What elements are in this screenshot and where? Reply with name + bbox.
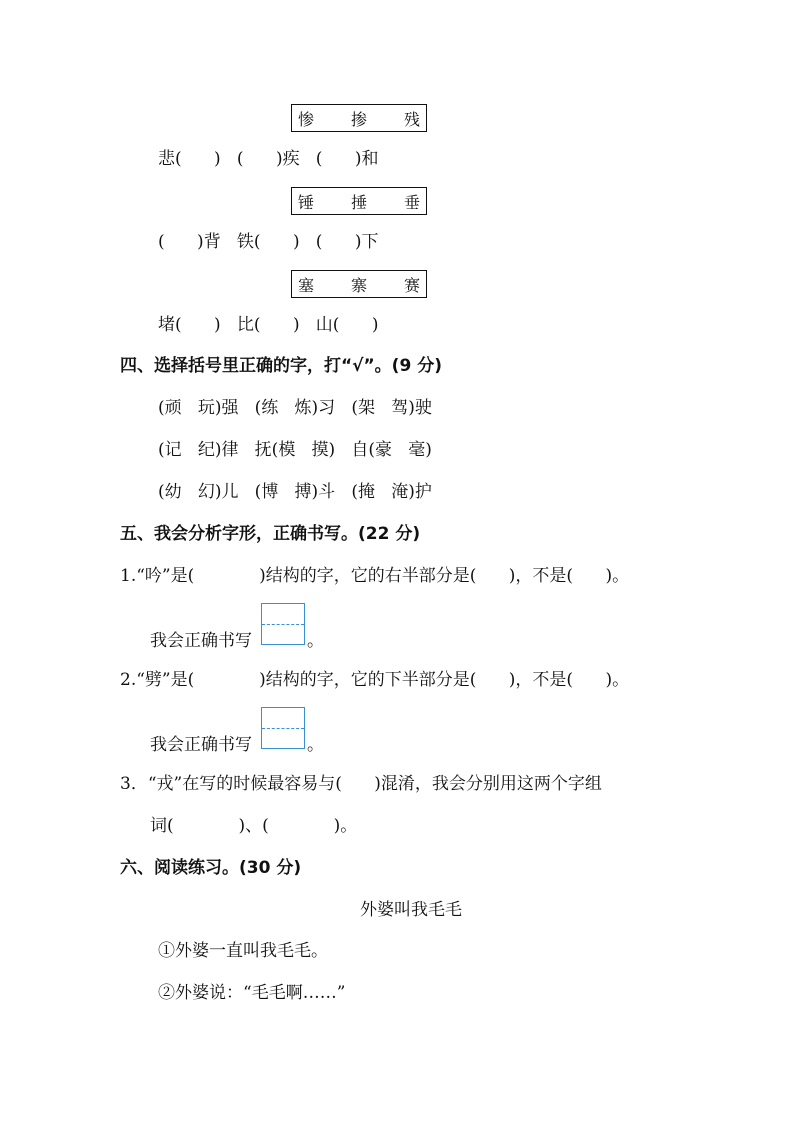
writing-box-2[interactable]	[261, 707, 305, 749]
passage-paragraph-1: ①外婆一直叫我毛毛。	[158, 941, 328, 961]
question-2-period: 。	[307, 735, 324, 755]
choice-line-2: (记 纪)律 抚(模 摸) 自(豪 毫)	[158, 440, 432, 460]
char-box-2-char-2: 捶	[350, 192, 367, 212]
question-1: 1.“吟”是( )结构的字，它的右半部分是( )，不是( )。	[120, 566, 630, 586]
question-1-period: 。	[307, 631, 324, 651]
char-box-3	[291, 270, 427, 298]
char-box-1-char-1: 惨	[298, 109, 315, 129]
char-box-2	[291, 187, 427, 215]
char-box-3-char-1: 塞	[298, 275, 315, 295]
char-box-3-char-3: 赛	[403, 275, 420, 295]
question-3-line-1: 3．“戎”在写的时候最容易与( )混淆，我会分别用这两个字组	[120, 774, 602, 794]
question-2: 2.“劈”是( )结构的字，它的下半部分是( )，不是( )。	[120, 670, 630, 690]
char-box-2-char-1: 锤	[298, 192, 315, 212]
passage-paragraph-2: ②外婆说：“毛毛啊……”	[158, 983, 346, 1003]
char-box-2-char-3: 垂	[403, 192, 420, 212]
char-box-3-char-2: 寨	[350, 275, 367, 295]
fill-line-2: ( )背 铁( ) ( )下	[158, 232, 379, 252]
char-box-1	[291, 104, 427, 132]
choice-line-1: (顽 玩)强 (练 炼)习 (架 驾)驶	[158, 398, 432, 418]
section4-heading: 四、选择括号里正确的字，打“√”。(9 分)	[120, 356, 442, 376]
fill-line-3: 堵( ) 比( ) 山( )	[158, 315, 379, 335]
passage-title: 外婆叫我毛毛	[360, 900, 462, 920]
char-box-1-char-3: 残	[403, 109, 420, 129]
question-1-write-label: 我会正确书写	[150, 631, 252, 651]
fill-line-1: 悲( ) ( )疾 ( )和	[158, 149, 379, 169]
writing-box-1[interactable]	[261, 603, 305, 645]
char-box-1-char-2: 掺	[350, 109, 367, 129]
section5-heading: 五、我会分析字形，正确书写。(22 分)	[120, 524, 421, 544]
question-3-line-2: 词( )、( )。	[150, 816, 358, 836]
question-2-write-label: 我会正确书写	[150, 735, 252, 755]
section6-heading: 六、阅读练习。(30 分)	[120, 858, 302, 878]
choice-line-3: (幼 幻)儿 (博 搏)斗 (掩 淹)护	[158, 482, 432, 502]
